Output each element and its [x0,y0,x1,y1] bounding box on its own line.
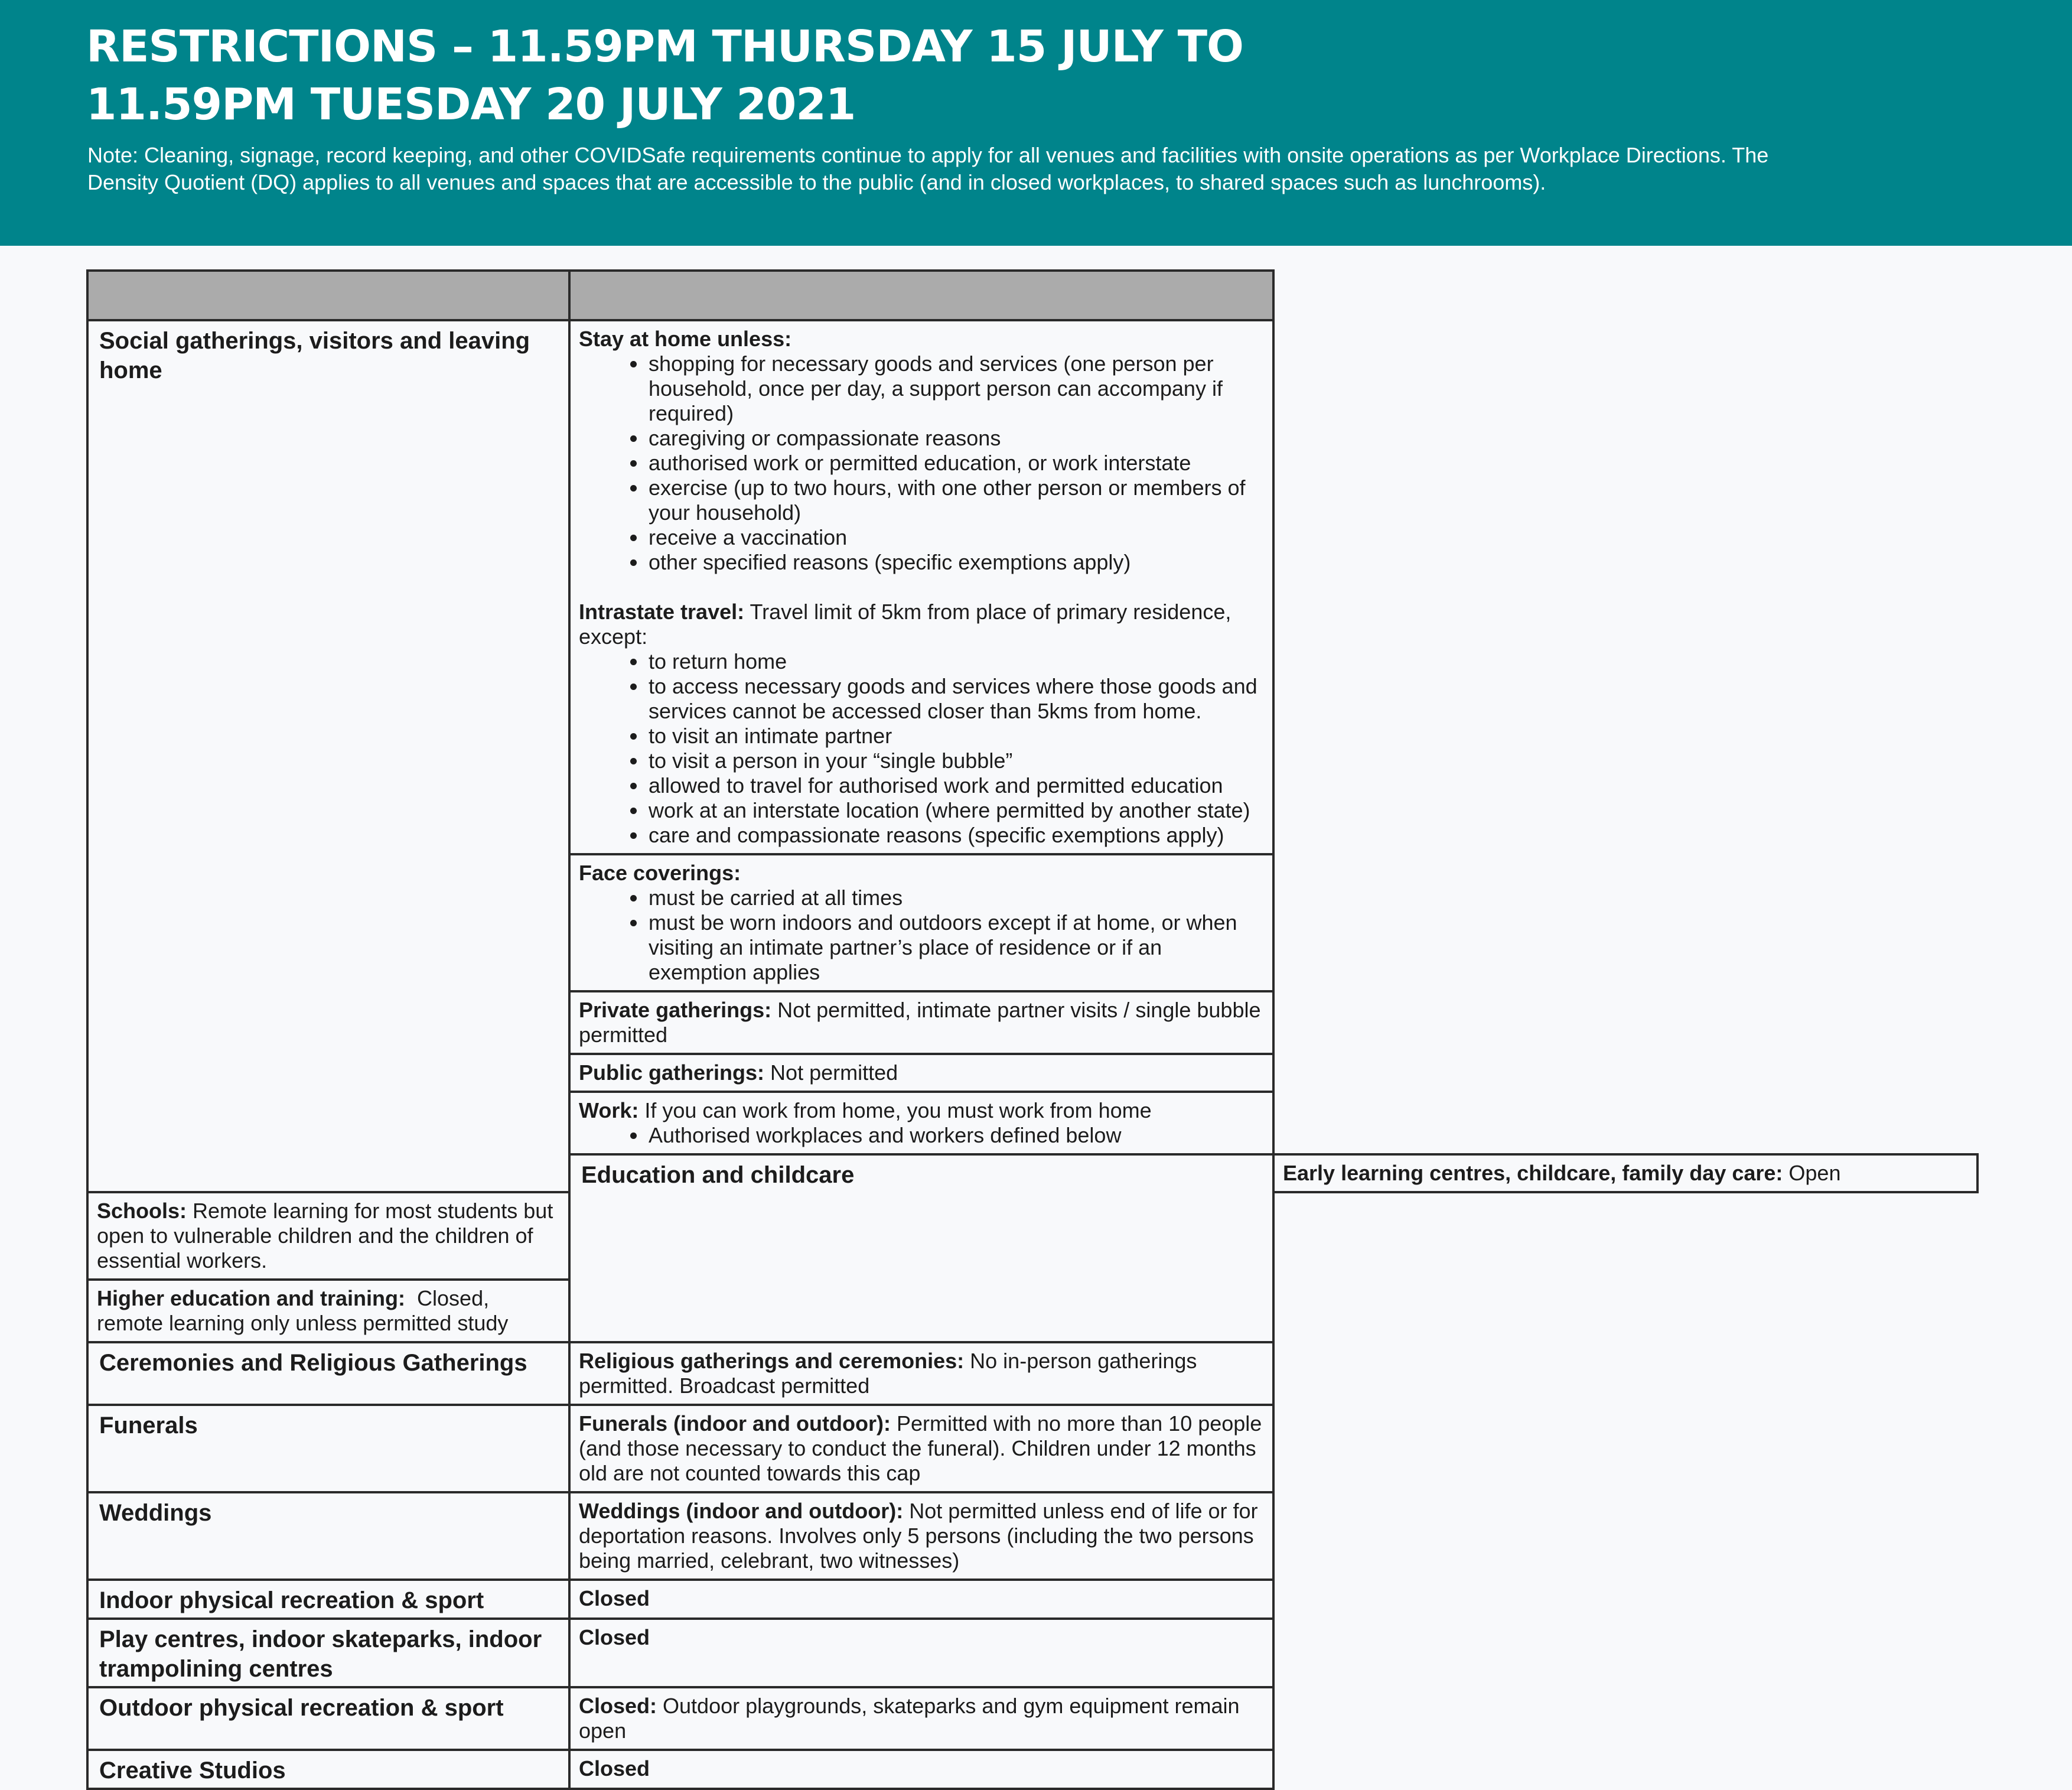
early-learning-cell [1273,1154,1977,1192]
table-row [87,1492,1977,1580]
table-header-cell [87,271,569,320]
title-line-2: 11.59PM TUESDAY 20 JULY 2021 [86,79,856,130]
list-item: • to visit an intimate partner [647,724,1265,748]
title-line-1: RESTRICTIONS – 11.59PM THURSDAY 15 JULY TO [86,21,1243,72]
list-item: • to return home [647,649,1265,674]
face-coverings-label: Face coverings: [579,861,741,885]
spacer [579,575,1265,600]
list-item: • to visit a person in your “single bubble” [647,748,1265,773]
table-header-row [87,271,1977,320]
list-item: • other specified reasons (specific exemptions apply) [647,550,1265,575]
higher-education-text: Closed, remote learning only unless permitted study [97,1286,509,1335]
public-gatherings-cell [569,1054,1273,1092]
public-gatherings-label: Public gatherings: [579,1060,765,1085]
table-row [87,1405,1977,1492]
intrastate-text: Travel limit of 5km from place of primary residence, except: [579,600,1232,649]
outdoor-recreation-text: Outdoor playgrounds, skateparks and gym equipment remain open [579,1694,1240,1743]
schools-label: Schools: [97,1199,187,1223]
list-item: • must be worn indoors and outdoors except if at home, or when visiting an intimate partner’s place of residence or if an exemption applies [647,910,1265,985]
ceremonies-label: Religious gatherings and ceremonies: [579,1349,965,1373]
category-outdoor-recreation: Outdoor physical recreation & sport [87,1687,569,1750]
list-item: • to access necessary goods and services where those goods and services cannot be accessed closer than 5kms from home. [647,674,1265,724]
outdoor-recreation-label: Closed: [579,1694,657,1718]
work-cell [569,1092,1273,1154]
private-gatherings-cell [569,991,1273,1054]
weddings-text: Not permitted unless end of life or for deportation reasons. Involves only 5 persons (including the two persons being married, celebrant, two witnesses) [579,1499,1258,1573]
weddings-cell [569,1492,1273,1580]
higher-education-label: Higher education and training: [97,1286,406,1310]
category-social: Social gatherings, visitors and leaving home [87,320,569,1192]
private-gatherings-text: Not permitted, intimate partner visits / single bubble permitted [579,998,1261,1047]
header-note: Note: Cleaning, signage, record keeping, and other COVIDSafe requirements continue to apply for all venues and facilities with onsite operations as per Workplace Directions. The Density Quotient (DQ) applies to all venues and spaces that are accessible to the public (and in closed workplaces, to shared spaces such as lunchrooms). [87,143,1769,194]
indoor-recreation-cell [569,1580,1273,1619]
list-item: • shopping for necessary goods and services (one person per household, once per day, a support person can accompany if required) [647,352,1265,426]
play-centres-cell [569,1619,1273,1687]
weddings-label: Weddings (indoor and outdoor): [579,1499,904,1523]
table-row [87,1687,1977,1750]
work-list [579,1123,1265,1148]
outdoor-recreation-cell [569,1687,1273,1750]
schools-cell [87,1192,569,1280]
stay-home-list [579,352,1265,575]
table-row [87,1580,1977,1619]
ceremonies-text: No in-person gatherings permitted. Broadcast permitted [579,1349,1197,1398]
private-gatherings-label: Private gatherings: [579,998,772,1022]
table-row [87,1750,1977,1789]
list-item: • authorised work or permitted education, or work interstate [647,451,1265,476]
table-row [87,1342,1977,1405]
category-creative-studios: Creative Studios [87,1750,569,1789]
creative-studios-label: Closed [579,1756,650,1781]
stay-home-cell [569,320,1273,854]
funerals-cell [569,1405,1273,1492]
intrastate-list [579,649,1265,848]
schools-text: Remote learning for most students but open to vulnerable children and the children of essential workers. [97,1199,553,1272]
work-text: If you can work from home, you must work from home [638,1098,1152,1122]
intrastate-label: Intrastate travel: [579,600,745,624]
list-item: • Authorised workplaces and workers defined below [647,1123,1265,1148]
face-coverings-cell [569,854,1273,991]
list-item: • receive a vaccination [647,525,1265,550]
category-ceremonies: Ceremonies and Religious Gatherings [87,1342,569,1405]
funerals-text: Permitted with no more than 10 people (and those necessary to conduct the funeral). Children under 12 months old are not counted towards this cap [579,1411,1262,1485]
page-title [86,18,1976,134]
early-learning-text: Open [1783,1161,1841,1185]
stay-home-label: Stay at home unless: [579,327,792,351]
list-item: • work at an interstate location (where permitted by another state) [647,798,1265,823]
category-education: Education and childcare [569,1154,1273,1342]
list-item: • caregiving or compassionate reasons [647,426,1265,451]
indoor-recreation-label: Closed [579,1586,650,1610]
list-item: • exercise (up to two hours, with one other person or members of your household) [647,476,1265,525]
header-banner [0,0,2072,246]
public-gatherings-text: Not permitted [764,1060,898,1085]
list-item: • allowed to travel for authorised work and permitted education [647,773,1265,798]
category-funerals: Funerals [87,1405,569,1492]
higher-education-cell [87,1280,569,1342]
creative-studios-cell [569,1750,1273,1789]
table-row [87,320,1977,854]
list-item: • must be carried at all times [647,886,1265,910]
funerals-label: Funerals (indoor and outdoor): [579,1411,891,1436]
restrictions-table [86,269,1979,1790]
category-indoor-recreation: Indoor physical recreation & sport [87,1580,569,1619]
table-row [87,1619,1977,1687]
category-weddings: Weddings [87,1492,569,1580]
play-centres-label: Closed [579,1625,650,1649]
table-header-cell [569,271,1273,320]
category-play-centres: Play centres, indoor skateparks, indoor trampolining centres [87,1619,569,1687]
intrastate-line [579,600,1265,649]
ceremonies-cell [569,1342,1273,1405]
face-coverings-list [579,886,1265,985]
work-label: Work: [579,1098,639,1122]
list-item: • care and compassionate reasons (specific exemptions apply) [647,823,1265,848]
early-learning-label: Early learning centres, childcare, family day care: [1283,1161,1783,1185]
